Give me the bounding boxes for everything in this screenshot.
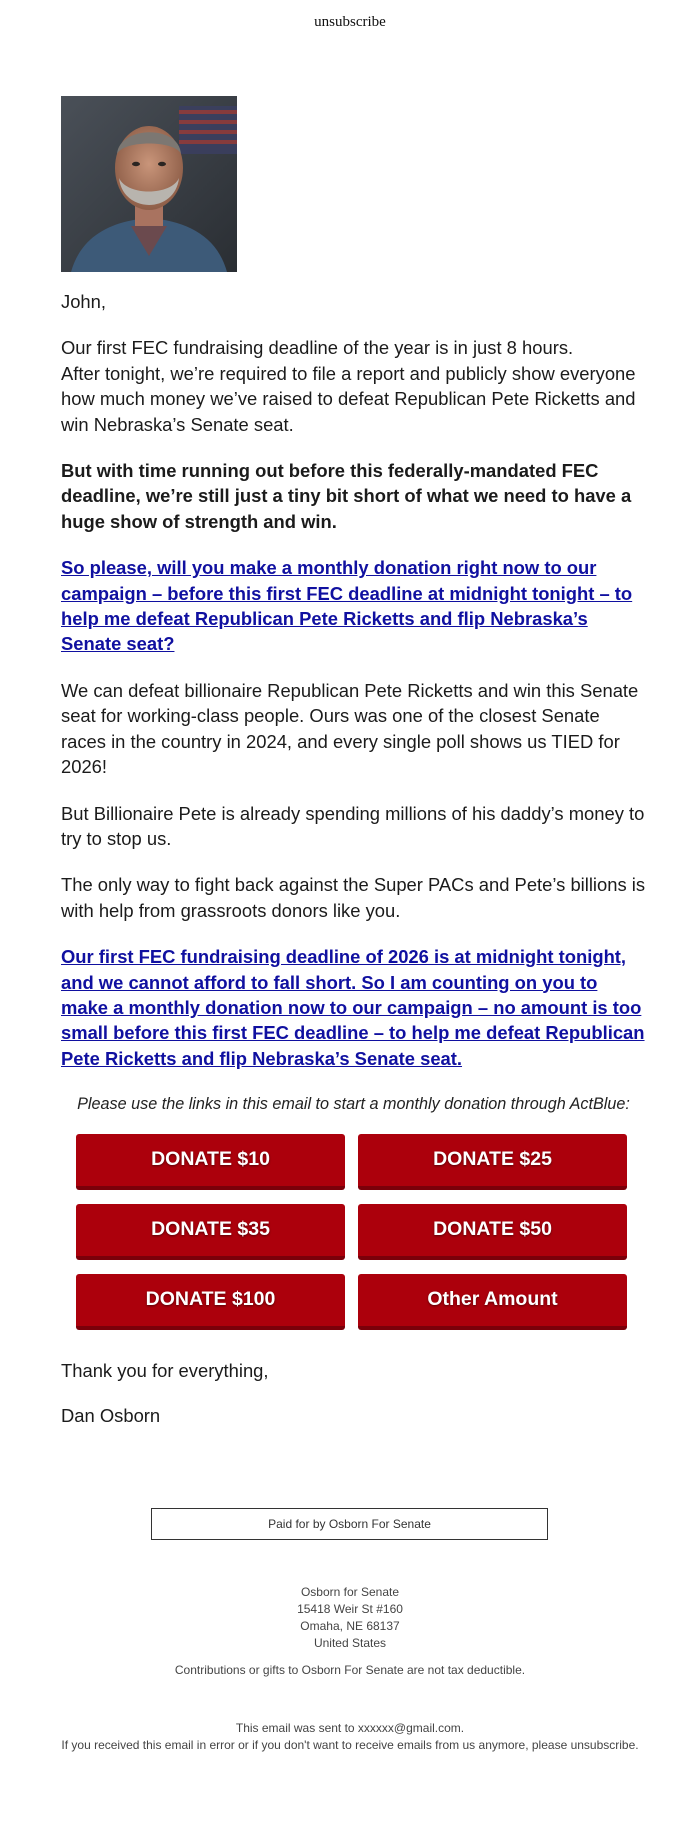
- candidate-photo: [61, 96, 237, 272]
- intro-paragraph: [61, 335, 646, 437]
- unsubscribe-link-top[interactable]: unsubscribe: [314, 14, 386, 30]
- intro-deadline-line: Our first FEC fundraising deadline of the year is in just 8 hours.: [61, 337, 574, 359]
- donate-35-button[interactable]: DONATE $35: [76, 1204, 345, 1260]
- donation-link-1[interactable]: So please, will you make a monthly donation right now to our campaign – before this first FEC deadline at midnight tonight – to help me defeat Republican Pete Ricketts and flip Nebraska’s Senate seat?: [61, 557, 633, 655]
- donation-link-2[interactable]: Our first FEC fundraising deadline of 2026 is at midnight tonight, and we cannot afford to fall short. So I am counting on you to make a monthly donation now to our campaign – no amount is too small before this first FEC deadline – to help me defeat Republican Pete Ricketts and flip Nebraska’s Senate seat.: [61, 946, 645, 1069]
- donate-100-button[interactable]: DONATE $100: [76, 1274, 345, 1330]
- paid-for-disclaimer: Paid for by Osborn For Senate: [151, 1508, 548, 1540]
- grassroots-paragraph: The only way to fight back against the Super PACs and Pete’s billions is with help from grassroots donors like you.: [61, 874, 646, 921]
- sent-to-line: This email was sent to xxxxxx@gmail.com.: [235, 1721, 465, 1735]
- donate-instruction: Please use the links in this email to start a monthly donation through ActBlue:: [77, 1095, 630, 1114]
- billionaire-paragraph: But Billionaire Pete is already spending millions of his daddy’s money to try to stop us.: [61, 802, 645, 849]
- donate-other-amount-button[interactable]: Other Amount: [358, 1274, 627, 1330]
- poll-paragraph: We can defeat billionaire Republican Pete Ricketts and win this Senate seat for working-class people. Ours was one of the closest Senate races in the country in 2024, and every single poll shows us TIED for 2026!: [61, 679, 639, 778]
- footer-org-name: Osborn for Senate: [300, 1585, 400, 1599]
- urgency-paragraph: But with time running out before this federally-mandated FEC deadline, we’re still just a tiny bit short of what we need to have a huge show of strength and win.: [61, 460, 632, 532]
- donate-50-button[interactable]: DONATE $50: [358, 1204, 627, 1260]
- footer-unsubscribe-line[interactable]: If you received this email in error or if you don't want to receive emails from us anymore, please unsubscribe.: [61, 1738, 639, 1752]
- email-body: [61, 96, 646, 1428]
- greeting: John,: [61, 291, 106, 312]
- footer-country: United States: [313, 1636, 387, 1650]
- footer-street: 15418 Weir St #160: [297, 1602, 403, 1616]
- tax-deductible-note: Contributions or gifts to Osborn For Senate are not tax deductible.: [174, 1663, 526, 1677]
- footer-city: Omaha, NE 68137: [300, 1619, 400, 1633]
- footer-sent-info: [0, 1720, 700, 1754]
- intro-report-text: After tonight, we’re required to file a report and publicly show everyone how much money we’ve raised to defeat Republican Pete Ricketts and win Nebraska’s Senate seat.: [61, 362, 636, 435]
- donate-25-button[interactable]: DONATE $25: [358, 1134, 627, 1190]
- donate-button-grid: [76, 1134, 646, 1330]
- footer-address: [0, 1584, 700, 1652]
- donate-10-button[interactable]: DONATE $10: [76, 1134, 345, 1190]
- thanks-line: Thank you for everything,: [61, 1359, 269, 1381]
- signature: Dan Osborn: [61, 1404, 161, 1426]
